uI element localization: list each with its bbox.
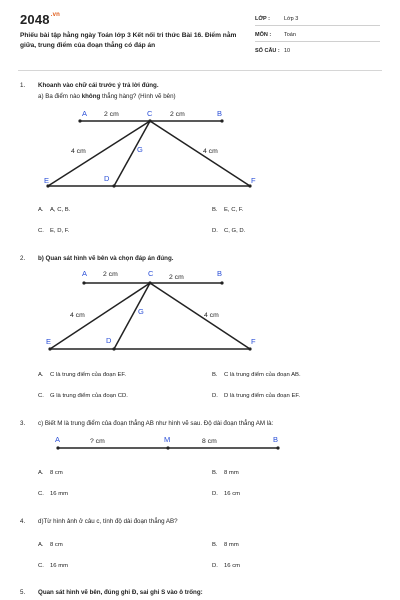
meta-value-count: 10 (284, 48, 291, 54)
point-c (148, 281, 151, 284)
label-d: D (106, 336, 112, 345)
option-text: E, D, F. (50, 228, 70, 234)
segment-cd (114, 283, 150, 349)
question-number: 4. (20, 518, 26, 525)
option-d[interactable] (212, 491, 240, 497)
option-a[interactable] (38, 470, 63, 476)
point-d (112, 347, 115, 350)
segment-cf (150, 283, 250, 349)
meta-label-subject: MÔN : (255, 32, 272, 38)
length-ac: 2 cm (104, 111, 119, 118)
option-letter: C. (38, 228, 44, 234)
option-letter: D. (212, 491, 218, 497)
brand-suffix: .vn (50, 12, 61, 18)
option-letter: B. (212, 207, 218, 213)
option-a[interactable] (38, 372, 126, 378)
subtext-emphasis: không (81, 93, 101, 100)
option-text: 16 mm (50, 563, 69, 569)
label-b: B (217, 269, 223, 278)
option-letter: B. (212, 542, 218, 548)
length-am: ? cm (90, 438, 105, 445)
question-number: 1. (20, 82, 26, 89)
segment-cd (114, 121, 150, 186)
option-letter: A. (38, 470, 44, 476)
worksheet-meta (255, 14, 380, 64)
option-text: C là trung điểm của đoạn EF. (50, 372, 126, 378)
label-d: D (104, 174, 110, 183)
option-a[interactable] (38, 207, 70, 213)
option-letter: A. (38, 207, 44, 213)
label-m: M (164, 435, 171, 444)
option-letter: C. (38, 491, 44, 497)
worksheet-title: Phiếu bài tập hằng ngày Toán lớp 3 Kết nối tri thức Bài 16. Điểm nằm giữa, trung điểm của đoạn thẳng có đáp án (20, 32, 237, 49)
question-text: Khoanh vào chữ cái trước ý trả lời đúng. (38, 82, 159, 89)
question-number: 5. (20, 589, 26, 596)
option-d[interactable] (212, 563, 240, 569)
option-text: 16 cm (224, 563, 241, 569)
label-a: A (82, 269, 88, 278)
segment-ab-figure (0, 430, 400, 460)
meta-divider (255, 25, 380, 26)
label-f: F (251, 176, 256, 185)
length-ac: 2 cm (103, 271, 118, 278)
label-b: B (273, 435, 279, 444)
option-d[interactable] (212, 228, 245, 234)
question-subtext (38, 93, 176, 100)
option-text: 16 cm (224, 491, 241, 497)
label-e: E (44, 176, 50, 185)
label-a: A (55, 435, 61, 444)
length-cb: 2 cm (170, 111, 185, 118)
point-b (220, 281, 223, 284)
point-m (166, 446, 169, 449)
point-a (82, 281, 85, 284)
option-letter: B. (212, 372, 218, 378)
point-b (276, 446, 279, 449)
option-c[interactable] (38, 393, 128, 399)
option-text: 8 cm (50, 542, 63, 548)
option-text: 8 mm (224, 470, 239, 476)
option-b[interactable] (212, 207, 243, 213)
option-letter: C. (38, 393, 44, 399)
option-letter: D. (212, 393, 218, 399)
question-text: d)Từ hình ảnh ở câu c, tính độ dài đoạn thẳng AB? (38, 518, 178, 525)
option-c[interactable] (38, 228, 69, 234)
option-letter: B. (212, 470, 218, 476)
option-b[interactable] (212, 470, 239, 476)
length-cf: 4 cm (203, 148, 218, 155)
option-letter: A. (38, 372, 44, 378)
option-c[interactable] (38, 563, 68, 569)
point-f (248, 347, 251, 350)
option-a[interactable] (38, 542, 63, 548)
option-text: 8 cm (50, 470, 63, 476)
label-a: A (82, 109, 88, 118)
brand-logo (20, 12, 60, 27)
point-a (56, 446, 59, 449)
option-d[interactable] (212, 393, 300, 399)
option-letter: D. (212, 563, 218, 569)
point-c (148, 119, 151, 122)
option-letter: C. (38, 563, 44, 569)
length-mb: 8 cm (202, 438, 217, 445)
label-c: C (147, 109, 153, 118)
question-number: 2. (20, 255, 26, 262)
subtext-part: a) Ba điểm nào (38, 93, 82, 100)
label-g: G (138, 307, 144, 316)
length-cf: 4 cm (204, 312, 219, 319)
meta-label-class: LỚP : (255, 16, 270, 22)
option-text: G là trung điểm của đoạn CD. (50, 393, 128, 399)
question-text: b) Quan sát hình vẽ bên và chọn đáp án đúng. (38, 255, 174, 262)
subtext-part: thẳng hàng? (Hình vẽ bên) (100, 93, 176, 100)
option-b[interactable] (212, 372, 301, 378)
label-b: B (217, 109, 223, 118)
brand-name: 2048 (20, 12, 50, 27)
option-text: A, C, B. (50, 207, 71, 213)
option-text: 16 mm (50, 491, 69, 497)
option-c[interactable] (38, 491, 68, 497)
option-text: C, G, D. (224, 228, 246, 234)
question-text: Quan sát hình vẽ bên, đúng ghi Đ, sai ghi S vào ô trống: (38, 589, 203, 596)
meta-label-count: SỐ CÂU : (255, 48, 280, 54)
question-text: c) Biết M là trung điểm của đoạn thẳng AB như hình vẽ sau. Độ dài đoạn thẳng AM là: (38, 420, 274, 427)
meta-value-subject: Toán (284, 32, 296, 38)
label-c: C (148, 269, 154, 278)
length-ce: 4 cm (70, 312, 85, 319)
option-text: E, C, F. (224, 207, 244, 213)
triangle-figure (0, 262, 400, 357)
label-e: E (46, 337, 52, 346)
point-b (220, 119, 223, 122)
header-divider (18, 70, 382, 71)
point-a (78, 119, 81, 122)
option-text: C là trung điểm của đoạn AB. (224, 372, 301, 378)
length-ce: 4 cm (71, 148, 86, 155)
label-f: F (251, 337, 256, 346)
point-e (48, 347, 51, 350)
meta-value-class: Lớp 3 (284, 16, 299, 22)
point-d (112, 184, 115, 187)
label-g: G (137, 145, 143, 154)
option-b[interactable] (212, 542, 239, 548)
option-text: 8 mm (224, 542, 239, 548)
triangle-figure (0, 100, 400, 195)
option-letter: A. (38, 542, 44, 548)
meta-divider (255, 41, 380, 42)
question-number: 3. (20, 420, 26, 427)
option-text: D là trung điểm của đoạn EF. (224, 393, 300, 399)
segment-ce (48, 121, 150, 186)
length-cb: 2 cm (169, 274, 184, 281)
segment-cf (150, 121, 250, 186)
segment-ce (50, 283, 150, 349)
option-letter: D. (212, 228, 218, 234)
